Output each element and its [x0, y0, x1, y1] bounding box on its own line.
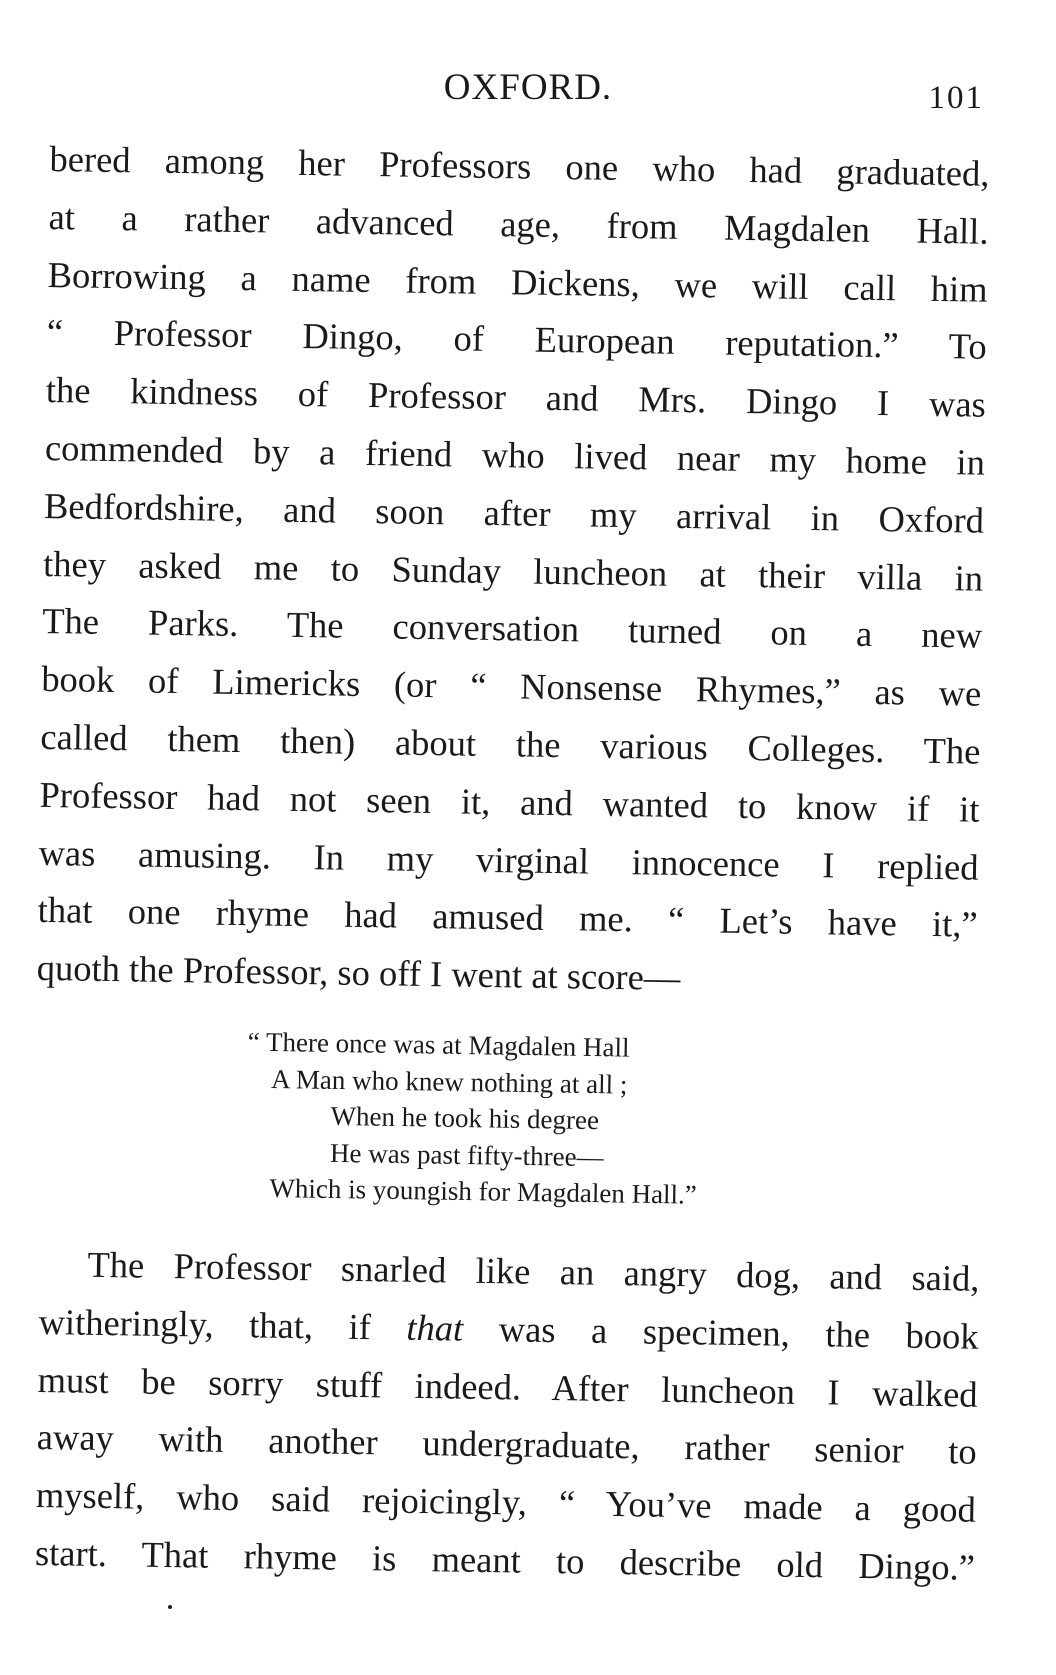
text-segment: was a specimen, the book	[462, 1307, 979, 1357]
text-line: book of Limericks (or “ Nonsense Rhymes,” as we	[41, 658, 982, 714]
text-line: away with another undergraduate, rather senior to	[36, 1416, 978, 1473]
verse-line: When he took his degree	[330, 1100, 600, 1136]
text-segment: witheringly, that, if	[38, 1300, 407, 1348]
text-line: The Parks. The conversation turned on a new	[41, 600, 983, 657]
text-line: “ Professor Dingo, of European reputation.” To	[46, 311, 988, 368]
text-line: they asked me to Sunday luncheon at their villa in	[42, 542, 984, 599]
page-number: 101	[928, 80, 984, 116]
verse-line: Which is youngish for Magdalen Hall.”	[269, 1172, 698, 1210]
text-line: myself, who said rejoicingly, “ You’ve made a good	[35, 1474, 977, 1530]
verse-line: “ There once was at Magdalen Hall	[247, 1026, 630, 1063]
text-line: bered among her Professors one who had graduated,	[49, 137, 990, 194]
running-title: OXFORD.	[443, 67, 613, 108]
running-head	[0, 66, 1056, 116]
text-line: called them then) about the various Colleges. The	[40, 715, 981, 772]
paragraph-continued	[36, 130, 990, 1012]
text-line: quoth the Professor, so off I went at score—	[36, 947, 681, 999]
text-line: Borrowing a name from Dickens, we will call him	[47, 253, 988, 310]
limerick-verse	[0, 1020, 1056, 1219]
text-line: Bedfordshire, and soon after my arrival in Oxford	[43, 484, 985, 541]
paragraph-new	[35, 1235, 980, 1597]
text-line: commended by a friend who lived near my home in	[44, 426, 986, 483]
verse-line: He was past fifty-three—	[329, 1137, 604, 1172]
text-line: The Professor snarled like an angry dog, and said,	[87, 1243, 980, 1299]
print-speck	[168, 1605, 172, 1609]
text-line: the kindness of Professor and Mrs. Dingo I was	[45, 369, 987, 425]
text-line: that one rhyme had amused me. “ Let’s have it,”	[37, 889, 978, 946]
text-line: start. That rhyme is meant to describe old Dingo.”	[34, 1531, 976, 1588]
verse-line: A Man who knew nothing at all ;	[270, 1063, 628, 1100]
text-line: was amusing. In my virginal innocence I replied	[38, 831, 979, 888]
text-line: Professor had not seen it, and wanted to know if it	[39, 773, 980, 830]
text-line: at a rather advanced age, from Magdalen Hall.	[48, 195, 989, 252]
italic-word: that	[406, 1306, 464, 1349]
text-line: must be sorry stuff indeed. After luncheon I walked	[37, 1358, 978, 1415]
